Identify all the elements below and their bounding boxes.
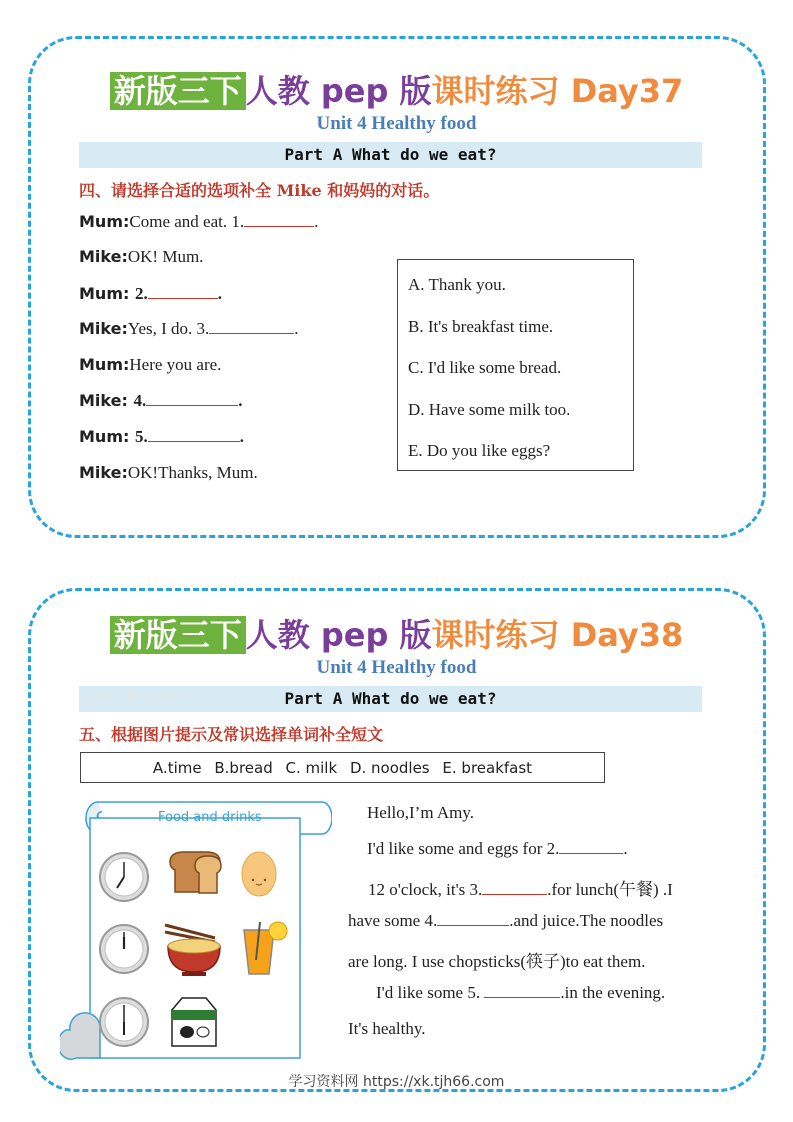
speaker-label: Mike:: [79, 463, 128, 482]
passage-line: Hello,I’m Amy.: [367, 803, 475, 822]
word-option: E. breakfast: [442, 759, 533, 777]
passage-line: [368, 875, 673, 900]
answer-blank[interactable]: [482, 880, 547, 895]
footer-link[interactable]: 学习资料网 https://xk.tjh66.com: [288, 1074, 505, 1090]
dialogue-line: [79, 247, 203, 267]
page-title-day38: [0, 610, 793, 656]
answer-blank[interactable]: [244, 212, 314, 227]
answer-blank[interactable]: [148, 284, 218, 299]
line-text: have some 4.: [348, 911, 438, 930]
bread-icon: [170, 852, 221, 893]
word-bank: [80, 752, 605, 783]
title-highlight: 新版三下: [110, 616, 246, 654]
line-text: Yes, I do. 3.: [127, 319, 210, 338]
title-edition: 人教 pep 版: [245, 72, 432, 110]
milk-carton-icon: [172, 998, 216, 1046]
speaker-label: Mike:: [79, 319, 128, 338]
line-text: I'd like some 5.: [376, 983, 481, 1002]
passage-line: [348, 911, 663, 931]
title-day: 课时练习 Day37: [431, 72, 684, 110]
speaker-label: Mum:: [79, 355, 130, 374]
clock-7-oclock-icon: [100, 853, 148, 901]
option-a: A. Thank you.: [408, 275, 506, 294]
dialogue-line: [79, 284, 222, 304]
line-tail: .: [217, 284, 222, 303]
word-option: B.bread: [214, 759, 273, 777]
line-text: 5.: [134, 427, 148, 446]
watermark-text: 公众号：课时目标学习: [84, 693, 184, 704]
line-text: I'd like some and eggs for 2.: [367, 839, 560, 858]
scroll-title: Food and drinks: [158, 810, 262, 825]
option-e: E. Do you like eggs?: [408, 441, 551, 460]
line-tail: .in the evening.: [560, 983, 666, 1002]
instruction-text: 四、请选择合适的选项补全 Mike 和妈妈的对话。: [79, 181, 440, 200]
line-tail: .: [623, 839, 628, 858]
passage-line: [376, 983, 665, 1003]
title-edition: 人教 pep 版: [245, 616, 432, 654]
unit-title: Unit 4 Healthy food: [316, 113, 477, 134]
line-tail: .and juice.The noodles: [509, 911, 664, 930]
option-b: B. It's breakfast time.: [408, 317, 554, 336]
line-text: OK! Mum.: [127, 247, 204, 266]
option-d: D. Have some milk too.: [408, 400, 571, 419]
clock-12-oclock-icon: [100, 925, 148, 973]
line-text: OK!Thanks, Mum.: [127, 463, 258, 482]
word-option: D. noodles: [349, 759, 430, 777]
dialogue-line: [79, 355, 221, 375]
egg-icon: [242, 852, 276, 896]
dialogue-line: [79, 391, 242, 411]
options-box: [397, 259, 634, 471]
instruction-text: 五、根据图片提示及常识选择单词补全短文: [79, 725, 384, 744]
word-option: C. milk: [285, 759, 338, 777]
passage-line: are long. I use chopsticks(筷子)to eat them.: [348, 952, 646, 971]
answer-blank[interactable]: [559, 839, 623, 854]
passage-line: It's healthy.: [348, 1019, 426, 1038]
answer-blank[interactable]: [484, 983, 560, 998]
word-option: A.time: [152, 759, 202, 777]
answer-blank[interactable]: [148, 427, 240, 442]
clock-6-oclock-icon: [100, 998, 148, 1046]
line-tail: .: [238, 391, 243, 410]
line-tail: .: [314, 212, 319, 231]
line-tail: .for lunch(午餐) .I: [547, 880, 673, 899]
line-text: 2.: [134, 284, 148, 303]
line-text: 4.: [133, 391, 147, 410]
dialogue-line: [79, 463, 258, 483]
line-text: Here you are.: [129, 355, 222, 374]
dialogue-line: [79, 427, 244, 447]
answer-blank[interactable]: [146, 391, 238, 406]
dialogue-line: [79, 319, 299, 339]
scroll-frame: [60, 800, 332, 1060]
part-heading: Part A What do we eat?: [79, 142, 702, 168]
speaker-label: Mike:: [79, 247, 128, 266]
speaker-label: Mike:: [79, 391, 134, 410]
title-day: 课时练习 Day38: [431, 616, 684, 654]
answer-blank[interactable]: [437, 911, 509, 926]
title-highlight: 新版三下: [110, 72, 246, 110]
unit-title: Unit 4 Healthy food: [316, 657, 477, 678]
speaker-label: Mum:: [79, 212, 130, 231]
dialogue-line: [79, 212, 318, 232]
speaker-label: Mum:: [79, 427, 135, 446]
speaker-label: Mum:: [79, 284, 135, 303]
food-scroll-illustration: [60, 800, 332, 1060]
line-tail: .: [294, 319, 299, 338]
option-c: C. I'd like some bread.: [408, 358, 562, 377]
answer-blank[interactable]: [209, 319, 294, 334]
line-text: 12 o'clock, it's 3.: [368, 880, 483, 899]
page-title-day37: [0, 66, 793, 112]
line-tail: .: [239, 427, 244, 446]
line-text: Come and eat. 1.: [129, 212, 245, 231]
passage-line: [367, 839, 628, 859]
part-heading: Part A What do we eat?: [79, 686, 702, 712]
